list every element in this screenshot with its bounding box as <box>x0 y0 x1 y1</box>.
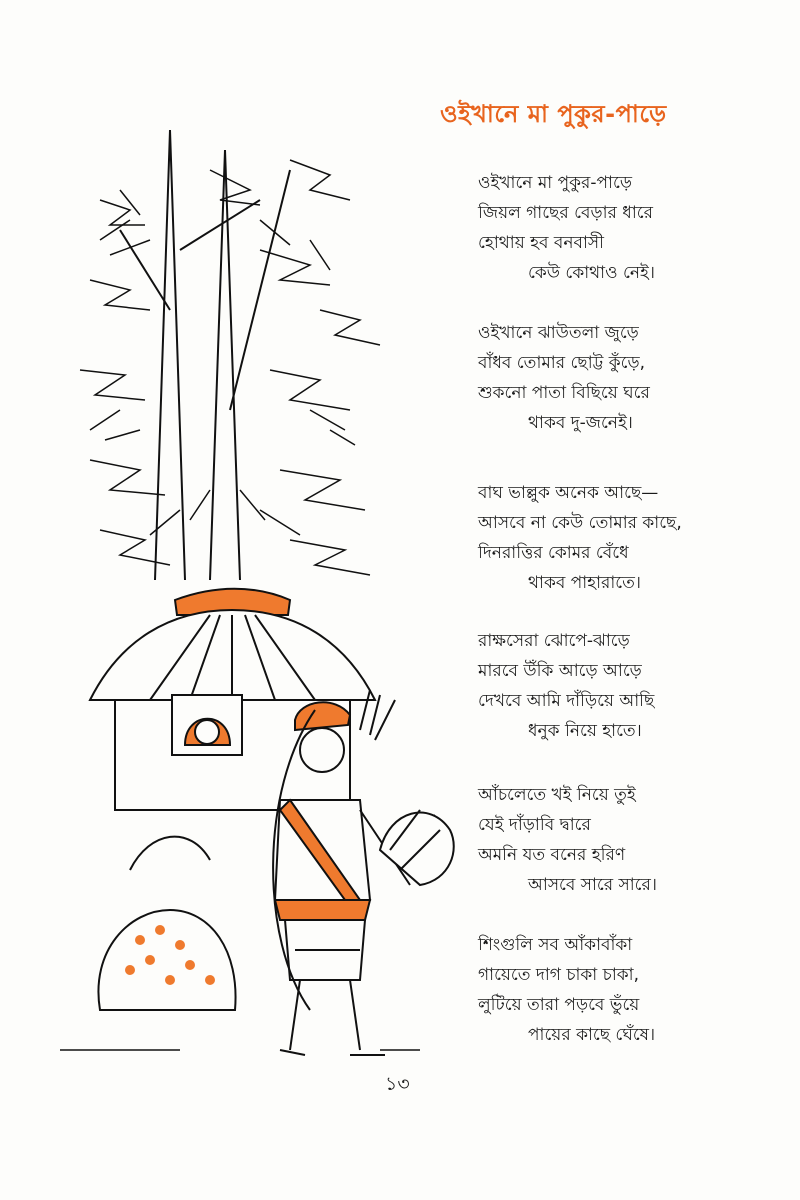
stanza-1 <box>478 168 798 288</box>
poem-line: অমনি যত বনের হরিণ <box>478 845 626 865</box>
poem-line: পায়ের কাছে ঘেঁষে। <box>528 1025 656 1045</box>
poem-line: জিয়ল গাছের বেড়ার ধারে <box>478 203 653 223</box>
poem-line: মারবে উঁকি আড়ে আড়ে <box>478 661 642 681</box>
stanza-4 <box>478 626 798 746</box>
poem-line: ওইখানে মা পুকুর-পাড়ে <box>478 173 632 193</box>
poem-line: থাকব দু-জনেই। <box>528 413 633 433</box>
stanza-5 <box>478 780 798 900</box>
poem-line: ধনুক নিয়ে হাতে। <box>528 721 642 741</box>
poem-line: দিনরাত্তির কোমর বেঁধে <box>478 543 629 563</box>
hut-drawing <box>90 589 375 810</box>
poem-line: বাঁধব তোমার ছোট্ট কুঁড়ে, <box>478 353 646 373</box>
poem-line: যেই দাঁড়াবি দ্বারে <box>478 815 591 835</box>
stanza-6 <box>478 930 798 1050</box>
poem-line: আসবে সারে সারে। <box>528 875 657 895</box>
stanza-2 <box>478 318 798 438</box>
poem-line: আসবে না কেউ তোমার কাছে, <box>478 513 682 533</box>
poem-line: কেউ কোথাও নেই। <box>528 263 655 283</box>
poem-line: দেখবে আমি দাঁড়িয়ে আছি <box>478 691 655 711</box>
stanza-3 <box>478 478 798 598</box>
page-number: ১৩ <box>385 1073 410 1095</box>
poem-line: গায়েতে দাগ চাকা চাকা, <box>478 965 639 985</box>
poem-line: বাঘ ভাল্লুক অনেক আছে— <box>478 483 659 503</box>
poem-line: ওইখানে ঝাউতলা জুড়ে <box>478 323 639 343</box>
poem-title: ওইখানে মা পুকুর-পাড়ে <box>440 100 667 128</box>
poem-line: হোথায় হব বনবাসী <box>478 233 605 253</box>
poem-line: লুটিয়ে তারা পড়বে ভুঁয়ে <box>478 995 640 1015</box>
poem-line: আঁচলেতে খই নিয়ে তুই <box>478 785 636 805</box>
poem-line: শিংগুলি সব আঁকাবাঁকা <box>478 935 633 955</box>
poem-illustration <box>60 110 460 1070</box>
pine-tree-drawing <box>80 130 380 580</box>
poem-line: শুকনো পাতা বিছিয়ে ঘরে <box>478 383 650 403</box>
bushes-and-trees-drawing <box>60 810 454 1050</box>
poem-line: থাকব পাহারাতে। <box>528 573 641 593</box>
poem-line: রাক্ষসেরা ঝোপে-ঝাড়ে <box>478 631 630 651</box>
